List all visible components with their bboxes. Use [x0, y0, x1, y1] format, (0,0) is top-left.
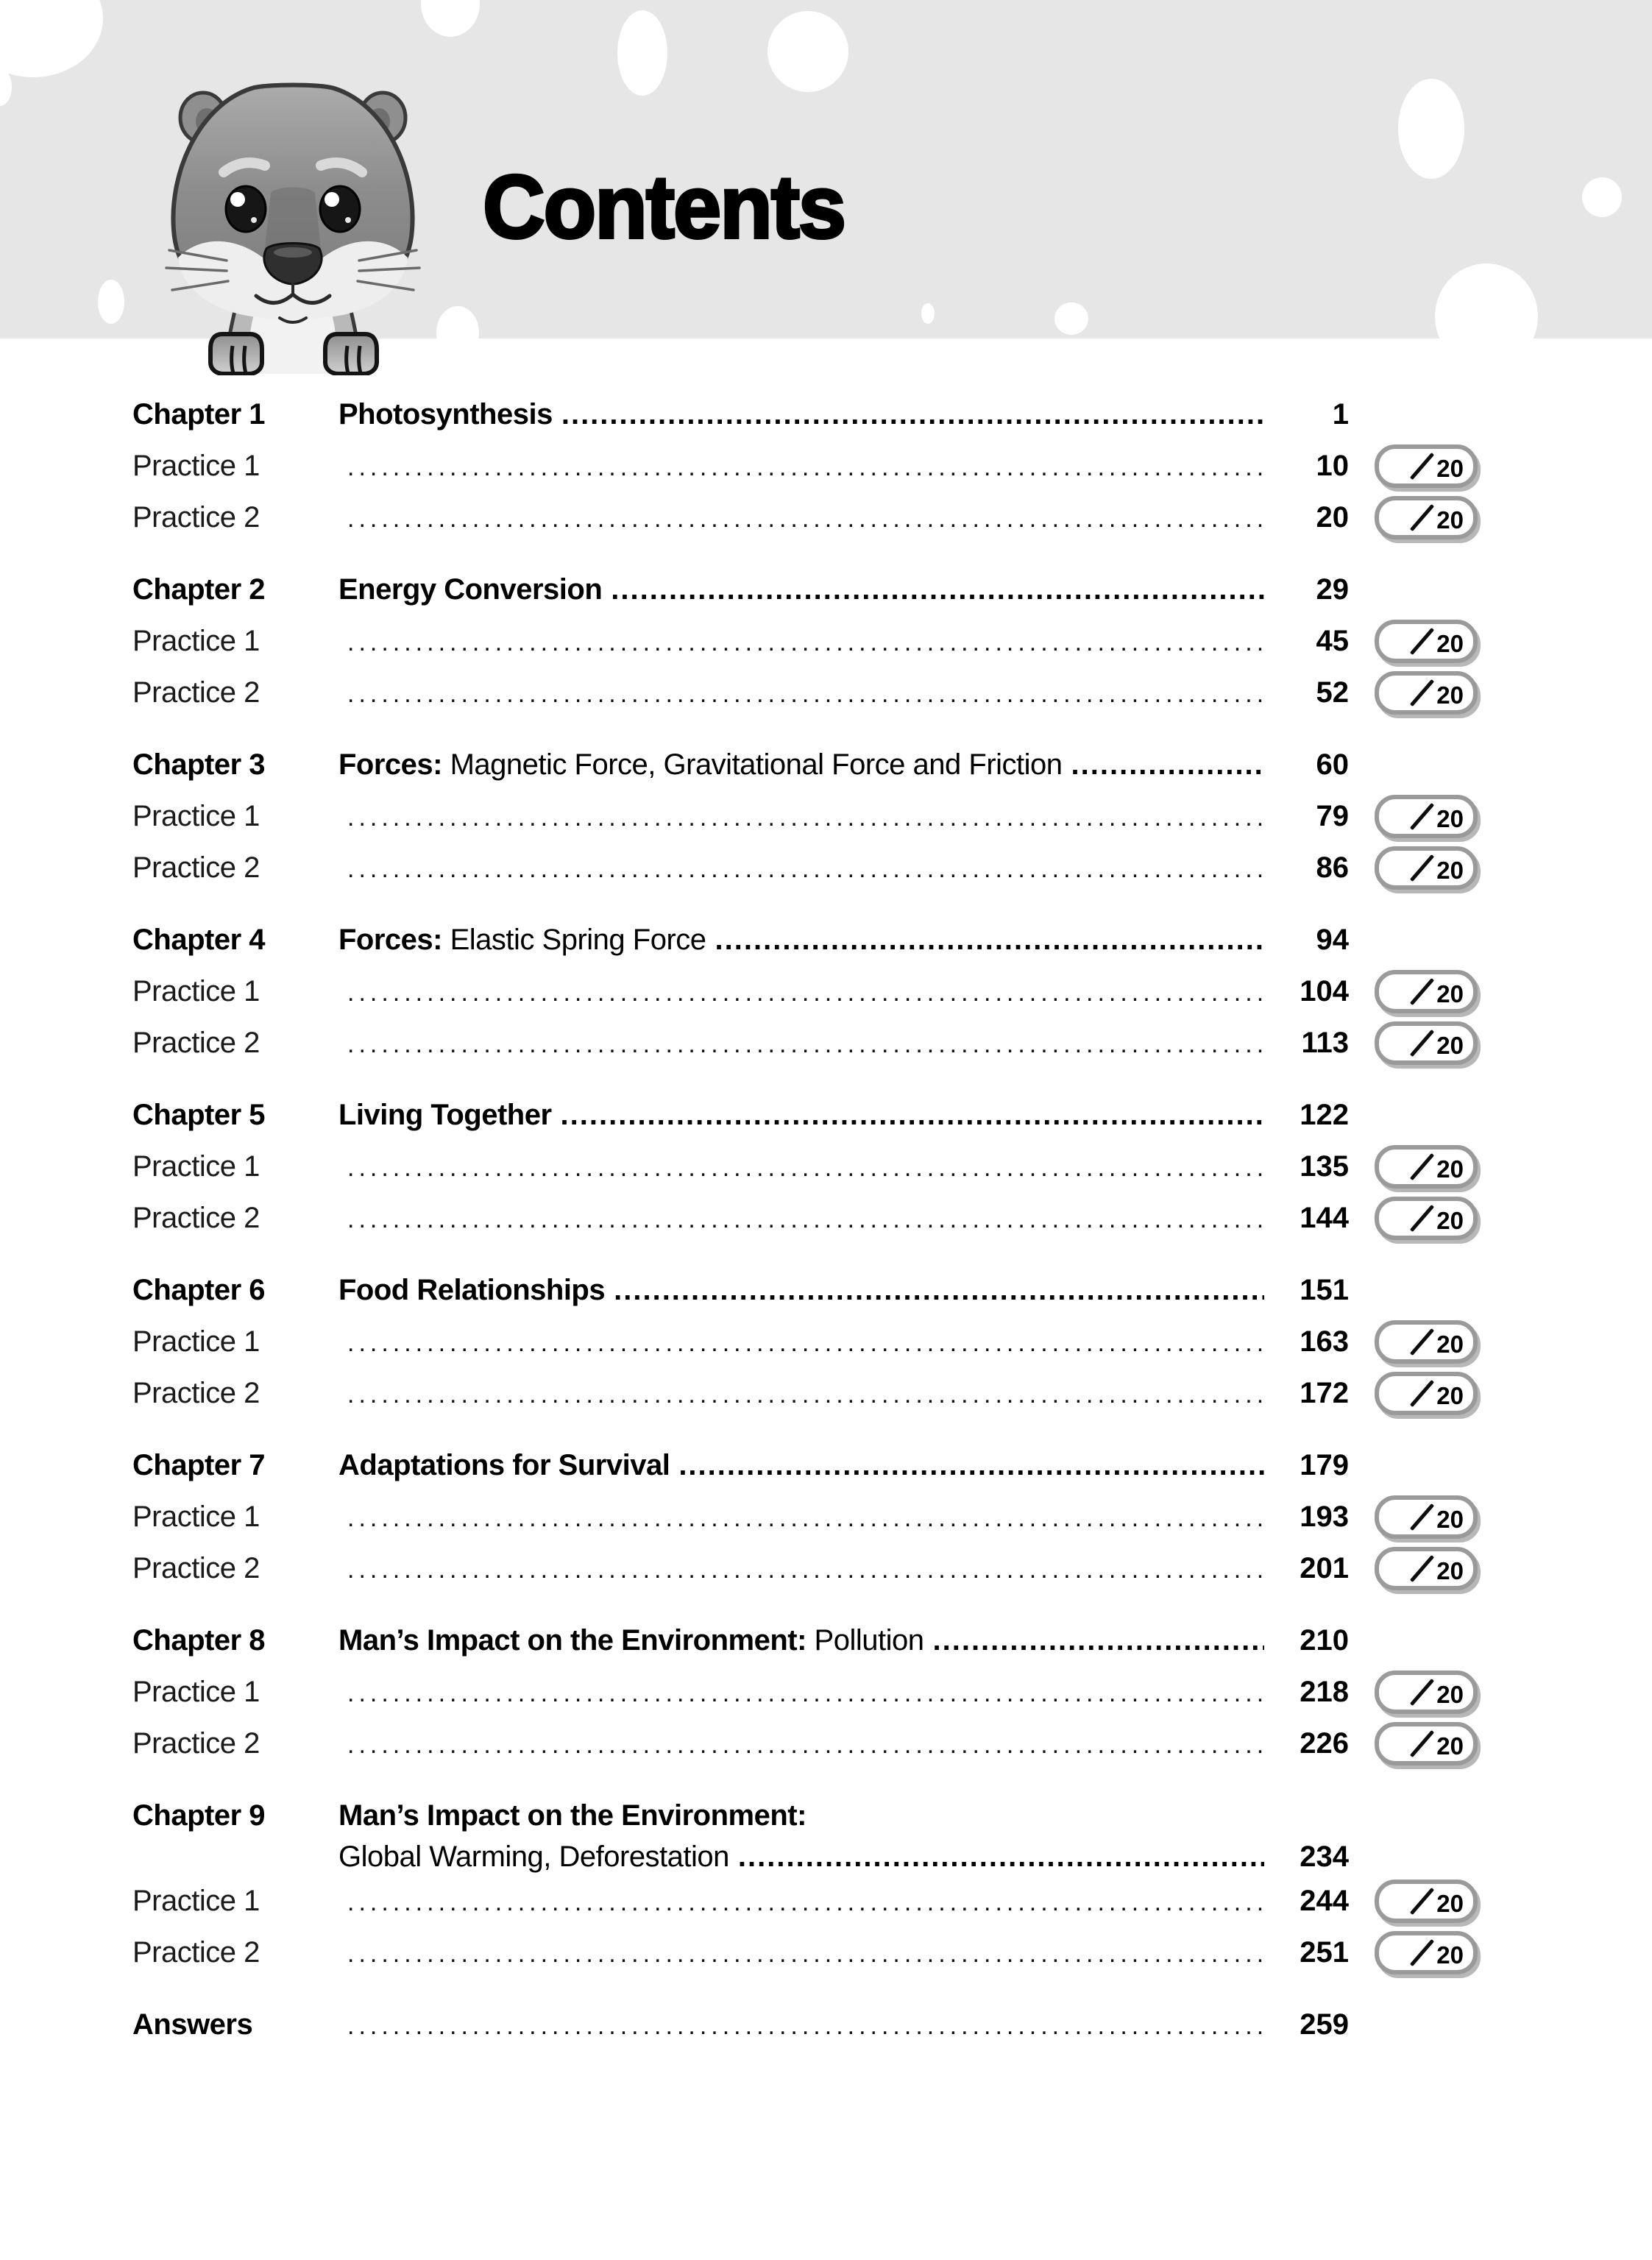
practice-leader — [338, 1367, 1272, 1420]
dot-leader — [347, 1542, 1264, 1595]
practice-label: Practice 2 — [132, 851, 260, 884]
chapter-title-text: Global Warming, Deforestation — [338, 1841, 729, 1873]
toc-group — [132, 1615, 1478, 1769]
badge-slot — [1349, 970, 1478, 1013]
dot-leader — [678, 1439, 1264, 1491]
practice-leader — [338, 1875, 1272, 1928]
score-slash-icon — [1410, 802, 1434, 829]
chapter-title — [338, 914, 1272, 966]
score-badge — [1375, 1547, 1478, 1590]
page-number: 151 — [1300, 1274, 1349, 1306]
practice-leader — [338, 1192, 1272, 1245]
score-badge — [1375, 1145, 1478, 1189]
score-slash-icon — [1410, 977, 1434, 1005]
score-slash-icon — [1410, 1503, 1434, 1530]
answers-row — [132, 1999, 1478, 2050]
dot-leader — [932, 1615, 1264, 1666]
practice-row — [132, 1192, 1478, 1244]
score-slash-icon — [1410, 1678, 1434, 1705]
chapter-title — [338, 1089, 1272, 1141]
score-slash-icon — [1410, 1029, 1434, 1056]
score-badge — [1375, 496, 1478, 539]
chapter-title-text: Adaptations for Survival — [338, 1449, 670, 1481]
polka-dot — [98, 280, 124, 324]
dot-leader — [347, 842, 1264, 895]
practice-row — [132, 1927, 1478, 1978]
badge-slot — [1349, 1547, 1478, 1590]
practice-row — [132, 492, 1478, 543]
score-badge — [1375, 1021, 1478, 1065]
score-badge — [1375, 970, 1478, 1013]
chapter-title-text: Pollution — [806, 1624, 924, 1657]
score-badge — [1375, 620, 1478, 663]
page-title: Contents — [483, 157, 846, 257]
page-number: 244 — [1300, 1885, 1349, 1917]
badge-slot — [1349, 795, 1478, 838]
chapter-row — [132, 1439, 1478, 1491]
chapter-title-text: Photosynthesis — [338, 398, 553, 431]
practice-label: Practice 2 — [132, 501, 260, 534]
score-badge — [1375, 1372, 1478, 1415]
practice-leader — [338, 790, 1272, 843]
page-number: 29 — [1316, 573, 1349, 606]
score-total: 20 — [1436, 856, 1464, 884]
score-slash-icon — [1410, 1152, 1434, 1180]
practice-leader — [338, 615, 1272, 668]
chapter-row — [132, 1790, 1478, 1841]
chapter-row — [132, 739, 1478, 790]
practice-label: Practice 2 — [132, 1377, 260, 1409]
badge-slot — [1349, 1671, 1478, 1714]
chapter-title — [338, 1264, 1272, 1316]
polka-dot — [1435, 263, 1538, 339]
polka-dot — [921, 303, 935, 324]
practice-label: Practice 1 — [132, 1501, 260, 1533]
practice-leader — [338, 440, 1272, 493]
practice-leader — [338, 842, 1272, 895]
practice-row — [132, 1875, 1478, 1927]
dot-leader — [561, 389, 1264, 440]
practice-row — [132, 1666, 1478, 1718]
page-number: 210 — [1300, 1624, 1349, 1657]
practice-label: Practice 1 — [132, 1676, 260, 1708]
dot-leader — [347, 492, 1264, 545]
polka-dot — [421, 0, 480, 37]
page-number: 45 — [1316, 625, 1349, 657]
page-number: 144 — [1300, 1202, 1349, 1234]
badge-slot — [1349, 620, 1478, 663]
dot-leader — [614, 1264, 1264, 1316]
practice-leader — [338, 1542, 1272, 1595]
score-total: 20 — [1436, 1381, 1464, 1409]
chapter-row — [132, 1089, 1478, 1141]
score-badge — [1375, 1197, 1478, 1240]
page-number: 234 — [1300, 1841, 1349, 1873]
chapter-title-text: Magnetic Force, Gravitational Force and Friction — [442, 748, 1063, 781]
score-total: 20 — [1436, 1031, 1464, 1059]
dot-leader — [738, 1841, 1264, 1872]
practice-row — [132, 1718, 1478, 1769]
score-badge — [1375, 1880, 1478, 1923]
dot-leader — [561, 1089, 1264, 1141]
chapter-title-text: Elastic Spring Force — [442, 924, 706, 956]
practice-label: Practice 2 — [132, 1936, 260, 1969]
toc-group — [132, 1790, 1478, 1978]
toc-group — [132, 1089, 1478, 1244]
practice-leader — [338, 966, 1272, 1019]
dot-leader — [347, 1875, 1264, 1928]
toc-group — [132, 1439, 1478, 1594]
toc-group — [132, 564, 1478, 718]
dot-leader — [347, 1999, 1264, 2052]
page-number: 94 — [1316, 924, 1349, 956]
score-total: 20 — [1436, 1206, 1464, 1234]
chapter-title — [338, 1790, 1272, 1841]
score-total: 20 — [1436, 1505, 1464, 1533]
practice-label: Practice 1 — [132, 800, 260, 832]
page-number: 172 — [1300, 1377, 1349, 1409]
practice-label: Practice 1 — [132, 450, 260, 482]
toc — [132, 389, 1478, 2050]
page-number: 104 — [1300, 975, 1349, 1007]
chapter-title — [338, 389, 1272, 440]
practice-label: Practice 2 — [132, 1027, 260, 1059]
score-badge — [1375, 671, 1478, 715]
badge-slot — [1349, 1145, 1478, 1189]
chapter-label: Chapter 8 — [132, 1624, 265, 1657]
practice-row — [132, 1491, 1478, 1542]
score-total: 20 — [1436, 1941, 1464, 1969]
practice-leader — [338, 1666, 1272, 1719]
score-slash-icon — [1410, 1729, 1434, 1757]
practice-label: Practice 1 — [132, 975, 260, 1007]
chapter-row — [132, 389, 1478, 440]
chapter-title-text: Food Relationships — [338, 1274, 606, 1306]
dot-leader — [1071, 739, 1264, 790]
chapter-title — [338, 1439, 1272, 1491]
practice-leader — [338, 1718, 1272, 1771]
toc-group — [132, 914, 1478, 1069]
chapter-title-text: Forces: — [338, 924, 442, 956]
chapter-title — [338, 564, 1272, 615]
chapter-row — [132, 1264, 1478, 1316]
page-number: 201 — [1300, 1552, 1349, 1584]
score-total: 20 — [1436, 1680, 1464, 1708]
practice-row — [132, 1316, 1478, 1367]
score-slash-icon — [1410, 627, 1434, 654]
otter-nose-bridge — [265, 188, 321, 249]
score-badge — [1375, 846, 1478, 890]
practice-leader — [338, 1491, 1272, 1544]
practice-row — [132, 1141, 1478, 1192]
score-slash-icon — [1410, 1328, 1434, 1355]
practice-row — [132, 440, 1478, 492]
practice-label: Practice 1 — [132, 1325, 260, 1358]
badge-slot — [1349, 1931, 1478, 1974]
chapter-title-text: Energy Conversion — [338, 573, 603, 606]
score-total: 20 — [1436, 1330, 1464, 1358]
badge-slot — [1349, 496, 1478, 539]
dot-leader — [347, 1017, 1264, 1070]
page-number: 52 — [1316, 676, 1349, 709]
chapter-label: Chapter 3 — [132, 748, 265, 781]
dot-leader — [347, 667, 1264, 720]
dot-leader — [347, 1666, 1264, 1719]
otter-mascot-illustration — [156, 75, 430, 375]
dot-leader — [347, 1718, 1264, 1771]
dot-leader — [347, 1367, 1264, 1420]
chapter-row — [132, 914, 1478, 966]
practice-row — [132, 1542, 1478, 1594]
dot-leader — [347, 966, 1264, 1019]
score-slash-icon — [1410, 1887, 1434, 1914]
badge-slot — [1349, 444, 1478, 488]
dot-leader — [347, 1927, 1264, 1980]
page-number: 1 — [1332, 398, 1349, 431]
toc-group — [132, 389, 1478, 543]
score-total: 20 — [1436, 1889, 1464, 1917]
page-number: 79 — [1316, 800, 1349, 832]
page-number: 251 — [1300, 1936, 1349, 1969]
practice-leader — [338, 1141, 1272, 1194]
dot-leader — [347, 615, 1264, 668]
practice-row — [132, 1367, 1478, 1419]
score-badge — [1375, 1671, 1478, 1714]
dot-leader — [715, 914, 1264, 966]
chapter-title — [338, 1615, 1272, 1666]
chapter-title-text: Man’s Impact on the Environment: — [338, 1624, 806, 1657]
badge-slot — [1349, 1021, 1478, 1065]
page-number: 86 — [1316, 851, 1349, 884]
page-number: 60 — [1316, 748, 1349, 781]
practice-row — [132, 790, 1478, 842]
chapter-row — [132, 1615, 1478, 1666]
practice-label: Practice 2 — [132, 1727, 260, 1760]
chapter-label: Chapter 7 — [132, 1449, 265, 1481]
page-number: 226 — [1300, 1727, 1349, 1760]
page-number: 163 — [1300, 1325, 1349, 1358]
dot-leader — [347, 1192, 1264, 1245]
practice-leader — [338, 667, 1272, 720]
score-total: 20 — [1436, 980, 1464, 1007]
score-badge — [1375, 1320, 1478, 1364]
practice-leader — [338, 492, 1272, 545]
practice-leader — [338, 1316, 1272, 1369]
score-total: 20 — [1436, 681, 1464, 709]
answers-leader — [338, 1999, 1272, 2052]
answers-label: Answers — [132, 2008, 253, 2041]
badge-slot — [1349, 846, 1478, 890]
score-total: 20 — [1436, 506, 1464, 534]
score-slash-icon — [1410, 503, 1434, 531]
score-slash-icon — [1410, 679, 1434, 706]
page-number: 113 — [1301, 1027, 1349, 1059]
page-number: 135 — [1300, 1150, 1349, 1183]
score-total: 20 — [1436, 454, 1464, 482]
polka-dot — [617, 10, 667, 96]
score-total: 20 — [1436, 804, 1464, 832]
score-badge — [1375, 1495, 1478, 1539]
practice-row — [132, 966, 1478, 1017]
chapter-title — [338, 739, 1272, 790]
badge-slot — [1349, 1372, 1478, 1415]
page-number: 218 — [1300, 1676, 1349, 1708]
page-number: 259 — [1300, 2008, 1349, 2041]
score-badge — [1375, 795, 1478, 838]
badge-slot — [1349, 1320, 1478, 1364]
polka-dot — [767, 11, 848, 92]
score-slash-icon — [1410, 1938, 1434, 1966]
chapter-row — [132, 564, 1478, 615]
practice-label: Practice 1 — [132, 625, 260, 657]
toc-group-answers — [132, 1999, 1478, 2050]
badge-slot — [1349, 671, 1478, 715]
score-badge — [1375, 444, 1478, 488]
badge-slot — [1349, 1722, 1478, 1765]
chapter-label: Chapter 9 — [132, 1799, 265, 1832]
practice-label: Practice 1 — [132, 1885, 260, 1917]
chapter-title-continuation-row — [132, 1841, 1478, 1875]
page-number: 193 — [1300, 1501, 1349, 1533]
badge-slot — [1349, 1495, 1478, 1539]
polka-dot — [436, 306, 479, 339]
page-number: 179 — [1300, 1449, 1349, 1481]
chapter-label: Chapter 1 — [132, 398, 265, 431]
chapter-title-text: Man’s Impact on the Environment: — [338, 1799, 806, 1832]
chapter-title-text: Forces: — [338, 748, 442, 781]
score-total: 20 — [1436, 1556, 1464, 1584]
practice-label: Practice 1 — [132, 1150, 260, 1183]
badge-slot — [1349, 1880, 1478, 1923]
score-slash-icon — [1410, 1379, 1434, 1406]
score-slash-icon — [1410, 1204, 1434, 1231]
dot-leader — [347, 1491, 1264, 1544]
practice-label: Practice 2 — [132, 676, 260, 709]
toc-group — [132, 739, 1478, 893]
chapter-label: Chapter 5 — [132, 1099, 265, 1131]
page-number: 10 — [1316, 450, 1349, 482]
chapter-title-text: Living Together — [338, 1099, 552, 1131]
polka-dot — [0, 0, 103, 77]
chapter-label: Chapter 4 — [132, 924, 265, 956]
practice-label: Practice 2 — [132, 1552, 260, 1584]
toc-group — [132, 1264, 1478, 1419]
chapter-title — [338, 1841, 1272, 1872]
badge-slot — [1349, 1197, 1478, 1240]
practice-row — [132, 1017, 1478, 1069]
polka-dot — [1398, 79, 1464, 179]
score-total: 20 — [1436, 1155, 1464, 1183]
dot-leader — [347, 790, 1264, 843]
dot-leader — [611, 564, 1264, 615]
chapter-label: Chapter 6 — [132, 1274, 265, 1306]
dot-leader — [347, 1141, 1264, 1194]
practice-leader — [338, 1927, 1272, 1980]
page-number: 122 — [1300, 1099, 1349, 1131]
score-total: 20 — [1436, 629, 1464, 657]
dot-leader — [347, 1316, 1264, 1369]
practice-row — [132, 615, 1478, 667]
practice-label: Practice 2 — [132, 1202, 260, 1234]
score-badge — [1375, 1722, 1478, 1765]
practice-row — [132, 667, 1478, 718]
score-slash-icon — [1410, 1554, 1434, 1581]
polka-dot — [1582, 177, 1622, 217]
dot-leader — [347, 440, 1264, 493]
practice-row — [132, 842, 1478, 893]
score-slash-icon — [1410, 854, 1434, 881]
practice-leader — [338, 1017, 1272, 1070]
score-slash-icon — [1410, 452, 1434, 479]
score-badge — [1375, 1931, 1478, 1974]
page-number: 20 — [1316, 501, 1349, 534]
polka-dot — [1054, 302, 1088, 335]
chapter-label: Chapter 2 — [132, 573, 265, 606]
score-total: 20 — [1436, 1732, 1464, 1760]
